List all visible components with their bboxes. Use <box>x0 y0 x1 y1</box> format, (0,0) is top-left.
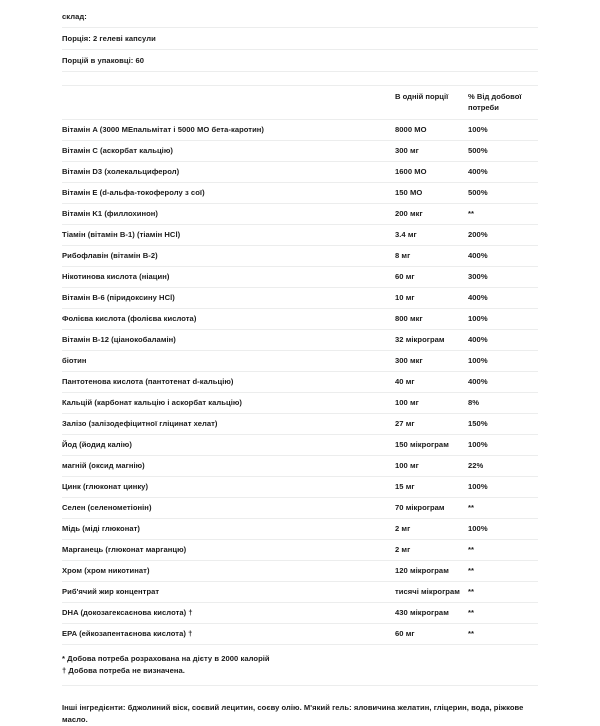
nutrient-daily-value: 400% <box>468 377 488 386</box>
nutrient-daily-value: 500% <box>468 188 488 197</box>
nutrient-amount: 300 мг <box>395 146 419 155</box>
nutrient-amount: 200 мкг <box>395 209 423 218</box>
table-row <box>62 267 538 288</box>
nutrient-daily-value: 150% <box>468 419 488 428</box>
other-ingredients-block <box>62 686 538 726</box>
nutrient-name: Хром (хром никотинат) <box>62 566 150 575</box>
nutrient-amount: 40 мг <box>395 377 415 386</box>
supplement-facts-panel <box>62 0 538 726</box>
nutrient-daily-value: 500% <box>468 146 488 155</box>
nutrient-daily-value: 100% <box>468 125 488 134</box>
table-row <box>62 330 538 351</box>
table-row <box>62 456 538 477</box>
nutrient-amount: 8000 МО <box>395 125 427 134</box>
table-row <box>62 561 538 582</box>
nutrient-name: Цинк (глюконат цинку) <box>62 482 149 491</box>
table-row <box>62 519 538 540</box>
nutrient-daily-value: ** <box>468 608 475 617</box>
nutrient-amount: 60 мг <box>395 629 415 638</box>
nutrient-amount: 10 мг <box>395 293 415 302</box>
nutrient-daily-value: 400% <box>468 293 488 302</box>
nutrient-amount: 1600 МО <box>395 167 427 176</box>
table-row <box>62 246 538 267</box>
nutrient-name: Кальцій (карбонат кальцію і аскорбат кальцію) <box>62 398 242 407</box>
nutrient-amount: 2 мг <box>395 545 411 554</box>
nutrient-daily-value: 100% <box>468 356 488 365</box>
nutrient-daily-value: 22% <box>468 461 484 470</box>
nutrient-name: Вітамін D3 (холекальциферол) <box>62 167 180 176</box>
nutrient-name: Йод (йодид калію) <box>62 440 132 449</box>
serving-size-row: Порція: 2 гелеві капсули <box>62 28 538 50</box>
nutrient-name: Вітамін C (аскорбат кальцію) <box>62 146 173 155</box>
nutrient-amount: 32 мікрограм <box>395 335 445 344</box>
nutrient-name: Риб'ячий жир концентрат <box>62 587 160 596</box>
table-row <box>62 624 538 645</box>
table-row <box>62 183 538 204</box>
nutrient-amount: 100 мг <box>395 461 419 470</box>
nutrient-name: Вітамін E (d-альфа-токоферолу з сої) <box>62 188 205 197</box>
nutrient-daily-value: ** <box>468 503 475 512</box>
table-row <box>62 351 538 372</box>
nutrient-daily-value: ** <box>468 545 475 554</box>
nutrient-name: Мідь (міді глюконат) <box>62 524 141 533</box>
table-row <box>62 141 538 162</box>
nutrient-name: Тіамін (вітамін B-1) (тіамін HCl) <box>62 230 181 239</box>
nutrient-amount: 150 мікрограм <box>395 440 449 449</box>
nutrient-name: Вітамін A (3000 МЕпальмітат і 5000 МО бета-каротин) <box>62 125 265 134</box>
table-row <box>62 414 538 435</box>
nutrient-daily-value: 200% <box>468 230 488 239</box>
nutrient-amount: 15 мг <box>395 482 415 491</box>
nutrient-amount: 8 мг <box>395 251 411 260</box>
table-row <box>62 288 538 309</box>
other-ingredients-text: Інші інгредієнти: бджолиний віск, соєвий лецитин, соєву олію. М'який гель: яловичина желатин, гліцерин, вода, ріжкове масло. <box>62 703 524 724</box>
nutrient-daily-value: ** <box>468 629 475 638</box>
table-row <box>62 309 538 330</box>
table-row <box>62 162 538 183</box>
table-row <box>62 498 538 519</box>
servings-per-container-row: Порцій в упаковці: 60 <box>62 50 538 72</box>
table-row <box>62 477 538 498</box>
table-row <box>62 435 538 456</box>
footnotes-block <box>62 645 538 686</box>
nutrient-amount: 100 мг <box>395 398 419 407</box>
nutrient-name: магній (оксид магнію) <box>62 461 145 470</box>
nutrient-amount: 70 мікрограм <box>395 503 445 512</box>
table-row <box>62 393 538 414</box>
nutrient-name: Фолієва кислота (фолієва кислота) <box>62 314 197 323</box>
table-row <box>62 540 538 561</box>
nutrient-name: біотин <box>62 356 87 365</box>
nutrient-daily-value: 100% <box>468 524 488 533</box>
nutrient-amount: тисячі мікрограм <box>395 587 460 596</box>
nutrient-daily-value: ** <box>468 587 475 596</box>
nutrient-name: EPA (ейкозапентаєнова кислота) † <box>62 629 193 638</box>
table-row <box>62 372 538 393</box>
nutrient-amount: 27 мг <box>395 419 415 428</box>
nutrient-name: Рибофлавін (вітамін B-2) <box>62 251 158 260</box>
nutrient-name: Вітамін B-6 (піридоксину HCl) <box>62 293 175 302</box>
nutrient-amount: 120 мікрограм <box>395 566 449 575</box>
table-row <box>62 603 538 624</box>
footnote-daily-value: * Добова потреба розрахована на дієту в 2000 калорій <box>62 654 270 663</box>
header-percent-daily-value: % Від добової потреби <box>468 92 522 112</box>
nutrient-daily-value: ** <box>468 566 475 575</box>
nutrient-daily-value: 100% <box>468 314 488 323</box>
nutrient-daily-value: 300% <box>468 272 488 281</box>
nutrient-daily-value: 100% <box>468 440 488 449</box>
nutrient-amount: 430 мікрограм <box>395 608 449 617</box>
nutrient-name: DHA (докозагексаєнова кислота) † <box>62 608 193 617</box>
header-amount-per-serving: В одній порції <box>395 92 449 101</box>
nutrient-daily-value: 100% <box>468 482 488 491</box>
nutrient-daily-value: 8% <box>468 398 480 407</box>
nutrient-rows-container <box>62 120 538 645</box>
nutrient-amount: 60 мг <box>395 272 415 281</box>
nutrient-amount: 3.4 мг <box>395 230 417 239</box>
table-header-row <box>62 86 538 120</box>
nutrient-name: Вітамін K1 (филлохинон) <box>62 209 158 218</box>
nutrient-name: Вітамін B-12 (ціанокобаламін) <box>62 335 176 344</box>
nutrient-amount: 150 МО <box>395 188 423 197</box>
nutrient-name: Марганець (глюконат марганцю) <box>62 545 187 554</box>
table-row <box>62 225 538 246</box>
nutrient-daily-value: 400% <box>468 335 488 344</box>
nutrient-name: Пантотенова кислота (пантотенат d-кальцію) <box>62 377 234 386</box>
nutrient-amount: 2 мг <box>395 524 411 533</box>
nutrient-daily-value: ** <box>468 209 475 218</box>
nutrient-name: Нікотинова кислота (ніацин) <box>62 272 170 281</box>
nutrient-daily-value: 400% <box>468 167 488 176</box>
table-gap-spacer <box>62 72 538 86</box>
nutrient-name: Залізо (залізодефіцитної гліцинат хелат) <box>62 419 218 428</box>
table-row <box>62 204 538 225</box>
table-row <box>62 120 538 141</box>
composition-heading: склад: <box>62 0 538 28</box>
nutrient-amount: 800 мкг <box>395 314 423 323</box>
nutrient-name: Селен (селенометіонін) <box>62 503 152 512</box>
footnote-not-established: † Добова потреба не визначена. <box>62 665 185 675</box>
nutrient-amount: 300 мкг <box>395 356 423 365</box>
nutrient-daily-value: 400% <box>468 251 488 260</box>
